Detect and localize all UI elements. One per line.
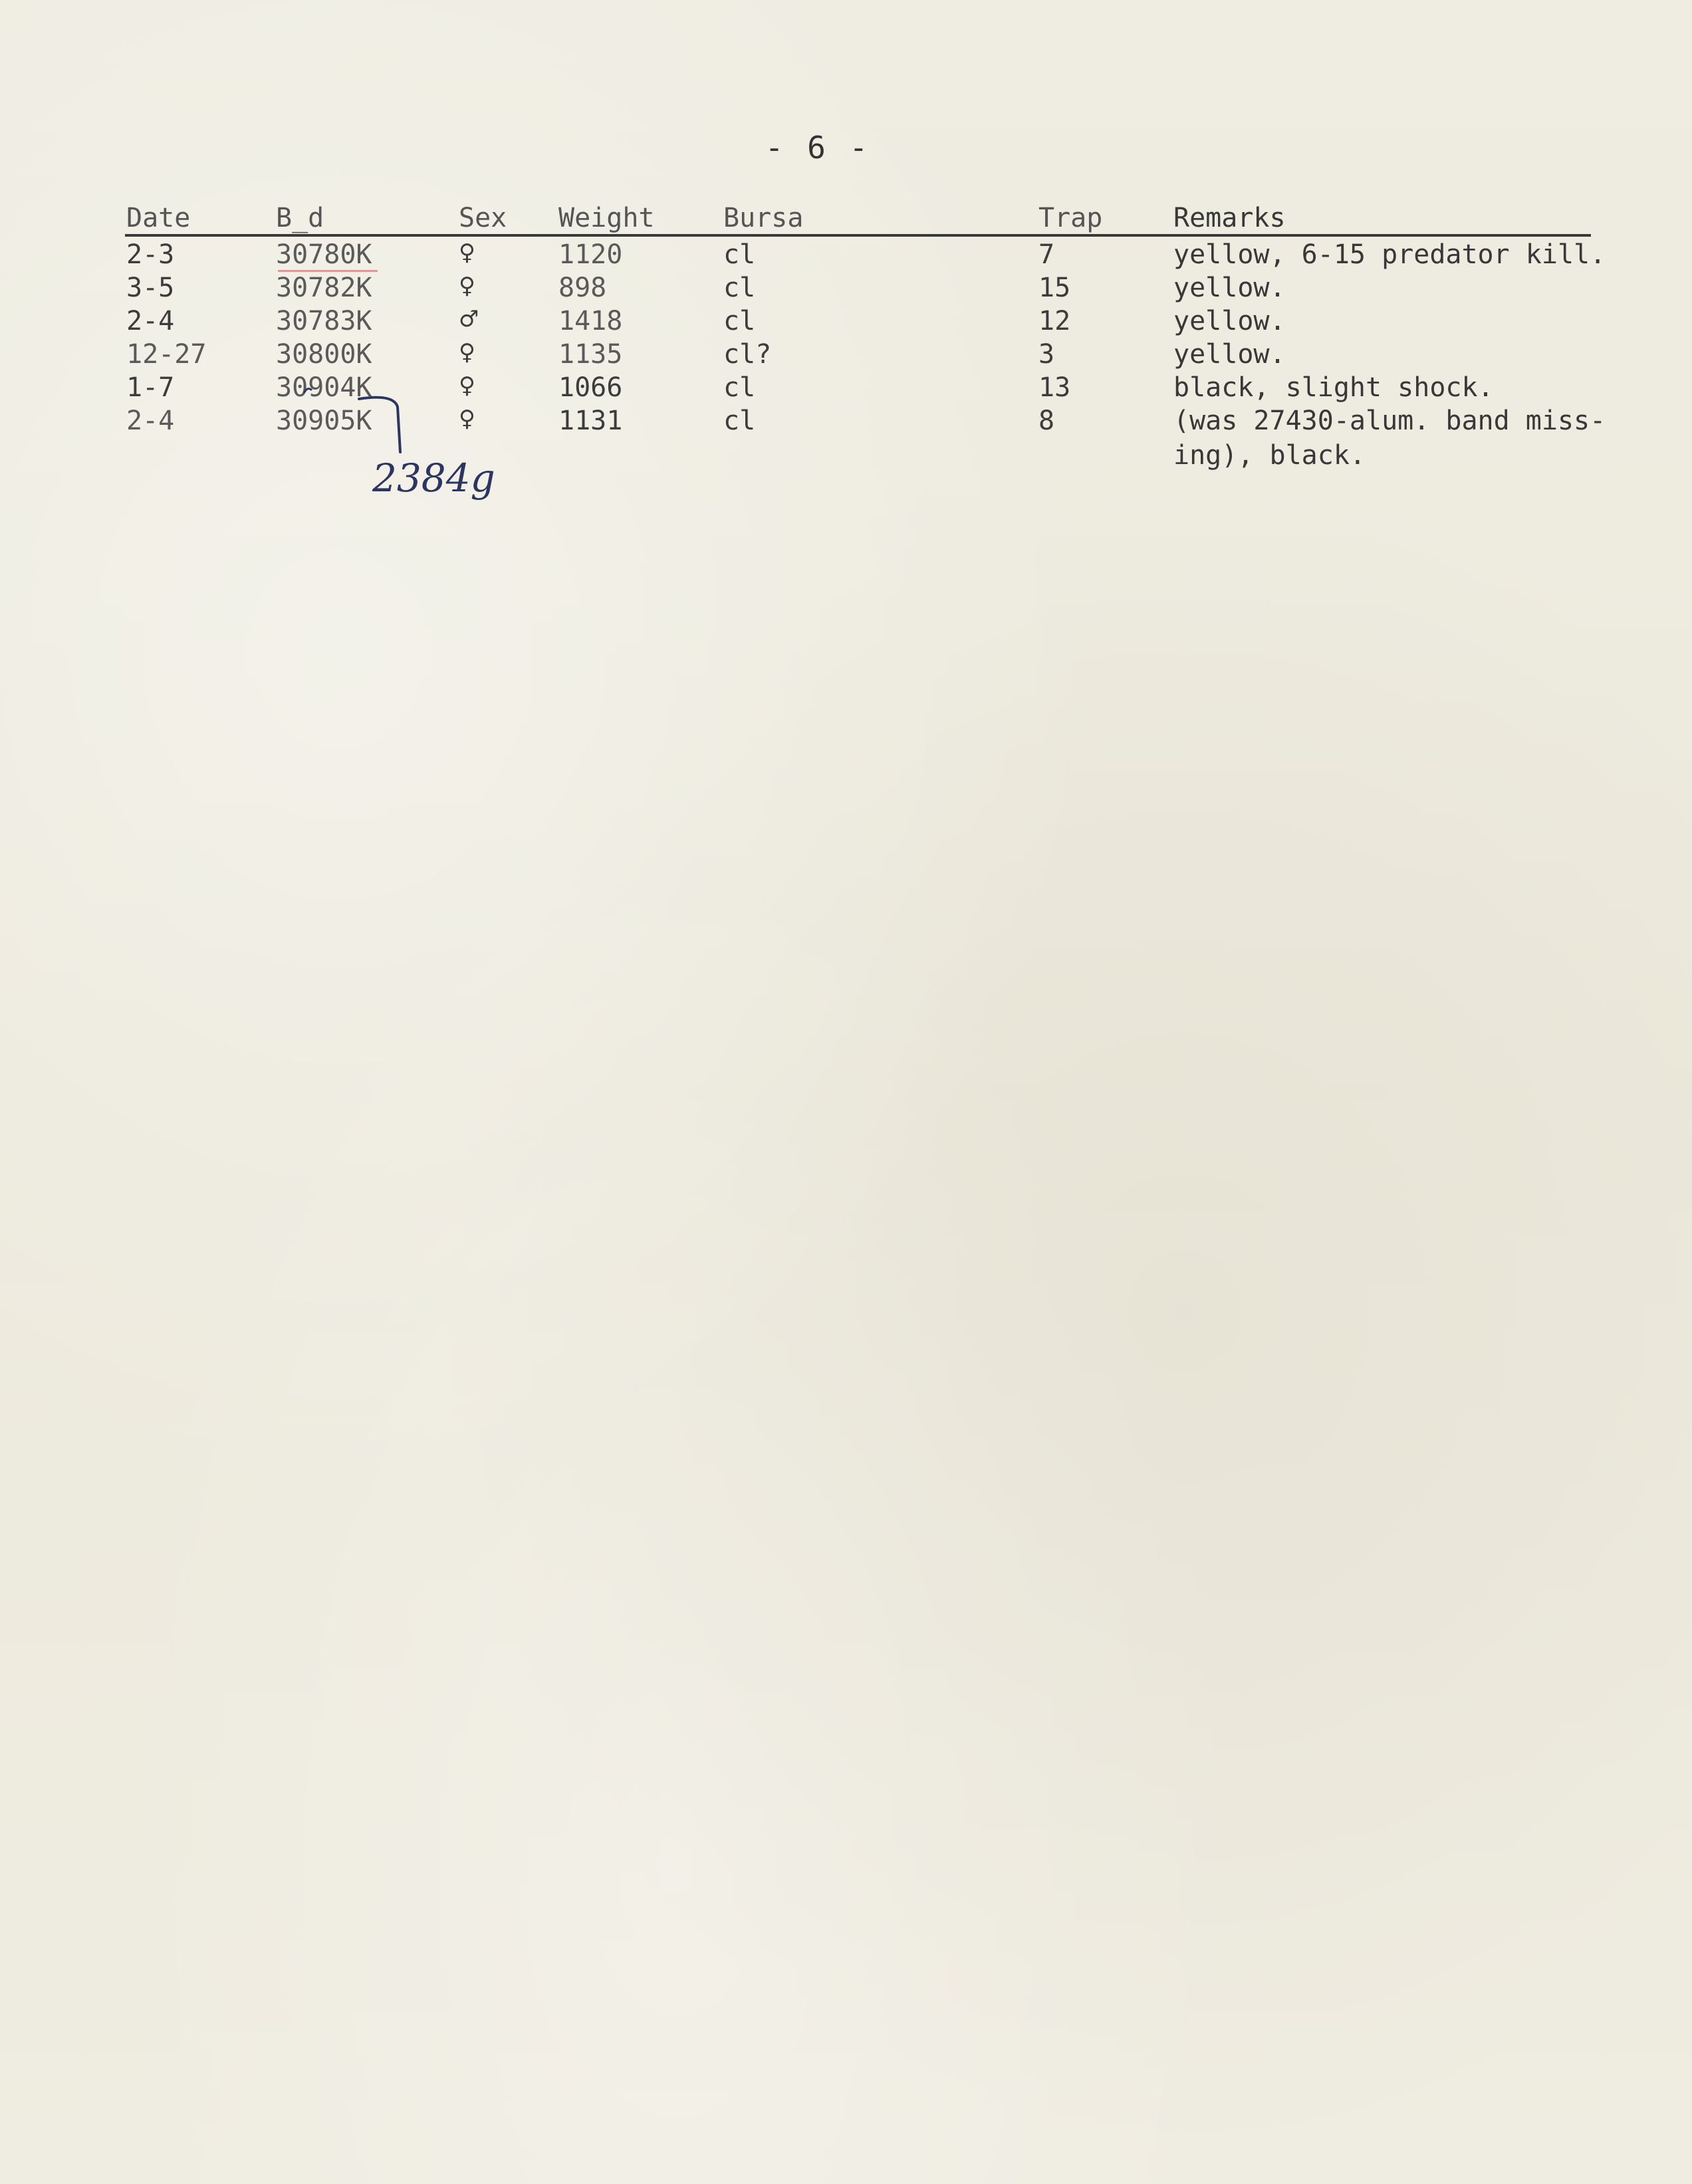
female-symbol: ♀ xyxy=(459,372,475,399)
header-trap: Trap xyxy=(1038,203,1103,233)
cell-trap: 7 xyxy=(1038,239,1055,270)
cell-weight: 1418 xyxy=(558,306,623,336)
cell-remarks: yellow. xyxy=(1173,306,1286,336)
cell-bursa: cl xyxy=(723,239,756,270)
header-sex: Sex xyxy=(459,203,507,233)
header-weight: Weight xyxy=(558,203,655,233)
female-symbol: ♀ xyxy=(459,339,475,366)
cell-remarks: black, slight shock. xyxy=(1173,372,1494,403)
female-symbol: ♀ xyxy=(459,406,475,432)
cell-date: 3-5 xyxy=(126,273,175,303)
cell-remarks: yellow. xyxy=(1173,273,1286,303)
cell-remarks: yellow. xyxy=(1173,339,1286,370)
cell-trap: 8 xyxy=(1038,406,1055,436)
cell-band: 30783K xyxy=(276,306,372,336)
header-band: B_d xyxy=(276,203,324,233)
header-bursa: Bursa xyxy=(723,203,804,233)
cell-date: 2-3 xyxy=(126,239,175,270)
cell-remarks: (was 27430-alum. band miss- xyxy=(1173,406,1606,436)
cell-date: 12-27 xyxy=(126,339,207,370)
cell-trap: 12 xyxy=(1038,306,1071,336)
cell-band: 30780K xyxy=(276,239,372,270)
cell-date: 2-4 xyxy=(126,406,175,436)
cell-weight: 1131 xyxy=(558,406,623,436)
cell-band: 30800K xyxy=(276,339,372,370)
handwritten-weight-note: 2384g xyxy=(372,455,495,501)
cell-date: 1-7 xyxy=(126,372,175,403)
male-symbol: ♂ xyxy=(459,306,479,332)
cell-trap: 13 xyxy=(1038,372,1071,403)
page-number: - 6 - xyxy=(765,130,871,166)
female-symbol: ♀ xyxy=(459,273,475,299)
cell-remarks-continuation: ing), black. xyxy=(1173,440,1366,471)
cell-weight: 1120 xyxy=(558,239,623,270)
cell-band: 30782K xyxy=(276,273,372,303)
cell-date: 2-4 xyxy=(126,306,175,336)
cell-band: 30904K xyxy=(276,372,372,403)
cell-bursa: cl xyxy=(723,406,756,436)
header-remarks: Remarks xyxy=(1173,203,1286,233)
cell-bursa: cl xyxy=(723,273,756,303)
cell-weight: 898 xyxy=(558,273,607,303)
cell-weight: 1135 xyxy=(558,339,623,370)
cell-band: 30905K xyxy=(276,406,372,436)
pen-bracket-mark xyxy=(0,0,1692,532)
cell-trap: 15 xyxy=(1038,273,1071,303)
cell-weight: 1066 xyxy=(558,372,623,403)
female-symbol: ♀ xyxy=(459,239,475,266)
cell-bursa: cl xyxy=(723,306,756,336)
header-date: Date xyxy=(126,203,191,233)
cell-trap: 3 xyxy=(1038,339,1055,370)
cell-bursa: cl xyxy=(723,372,756,403)
cell-remarks: yellow, 6-15 predator kill. xyxy=(1173,239,1606,270)
cell-bursa: cl? xyxy=(723,339,772,370)
